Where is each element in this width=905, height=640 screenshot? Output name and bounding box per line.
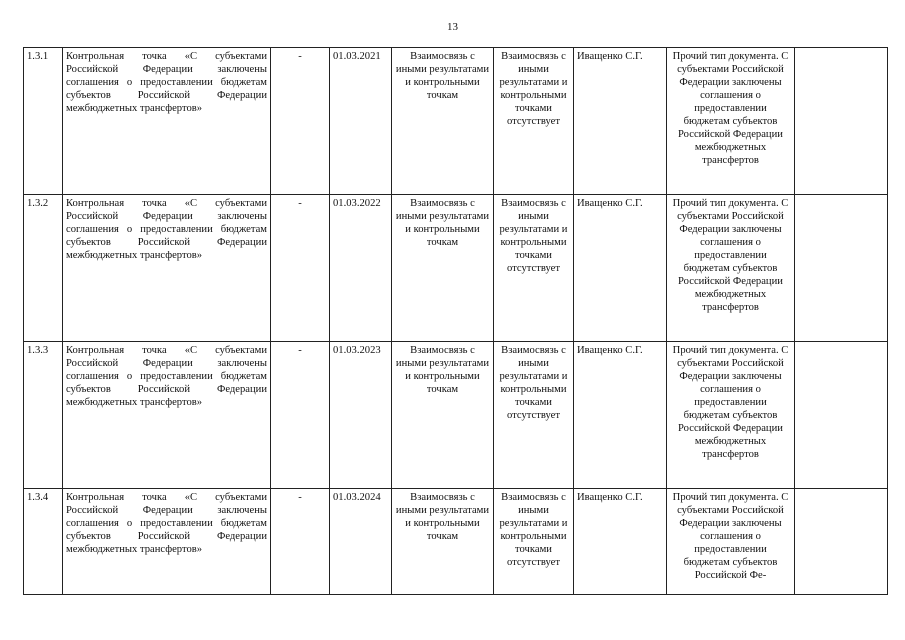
relation-results: Взаимосвязь с иными результатами и контрольными точкам [392,48,494,195]
relation-results: Взаимосвязь с иными результатами и контрольными точкам [392,489,494,595]
table-row [24,195,888,342]
document-type: Прочий тип документа. С субъектами Российской Федерации заключены соглашения о предоставлении бюджетам субъектов Российской Фе- [667,489,795,595]
extra-cell [795,195,888,342]
deadline-date: 01.03.2024 [330,489,392,595]
deadline-date: 01.03.2022 [330,195,392,342]
control-point-name: Контрольная точка «С субъектами Российской Федерации заключены соглашения о предоставлении бюджетам субъектов Российской Федерации межбюджетных трансфертов» [63,195,271,342]
row-number: 1.3.4 [24,489,63,595]
base-value: - [271,195,330,342]
relation-absent: Взаимосвязь с иными результатами и контрольными точками отсутствует [494,195,574,342]
document-type: Прочий тип документа. С субъектами Российской Федерации заключены соглашения о предоставлении бюджетам субъектов Российской Федерации межбюджетных трансфертов [667,195,795,342]
extra-cell [795,342,888,489]
control-point-name: Контрольная точка «С субъектами Российской Федерации заключены соглашения о предоставлении бюджетам субъектов Российской Федерации межбюджетных трансфертов» [63,342,271,489]
base-value: - [271,489,330,595]
relation-results: Взаимосвязь с иными результатами и контрольными точкам [392,342,494,489]
relation-absent: Взаимосвязь с иными результатами и контрольными точками отсутствует [494,489,574,595]
row-number: 1.3.3 [24,342,63,489]
responsible-person: Иващенко С.Г. [574,342,667,489]
row-number: 1.3.1 [24,48,63,195]
extra-cell [795,489,888,595]
relation-results: Взаимосвязь с иными результатами и контрольными точкам [392,195,494,342]
deadline-date: 01.03.2021 [330,48,392,195]
page-number: 13 [447,21,458,33]
responsible-person: Иващенко С.Г. [574,195,667,342]
control-point-name: Контрольная точка «С субъектами Российской Федерации заключены соглашения о предоставлении бюджетам субъектов Российской Федерации межбюджетных трансфертов» [63,489,271,595]
responsible-person: Иващенко С.Г. [574,489,667,595]
extra-cell [795,48,888,195]
responsible-person: Иващенко С.Г. [574,48,667,195]
document-type: Прочий тип документа. С субъектами Российской Федерации заключены соглашения о предоставлении бюджетам субъектов Российской Федерации межбюджетных трансфертов [667,342,795,489]
document-type: Прочий тип документа. С субъектами Российской Федерации заключены соглашения о предоставлении бюджетам субъектов Российской Федерации межбюджетных трансфертов [667,48,795,195]
table-row [24,48,888,195]
table-row [24,342,888,489]
deadline-date: 01.03.2023 [330,342,392,489]
control-points-table [23,47,888,595]
relation-absent: Взаимосвязь с иными результатами и контрольными точками отсутствует [494,342,574,489]
row-number: 1.3.2 [24,195,63,342]
table-row [24,489,888,595]
base-value: - [271,48,330,195]
control-point-name: Контрольная точка «С субъектами Российской Федерации заключены соглашения о предоставлении бюджетам субъектов Российской Федерации межбюджетных трансфертов» [63,48,271,195]
relation-absent: Взаимосвязь с иными результатами и контрольными точками отсутствует [494,48,574,195]
base-value: - [271,342,330,489]
